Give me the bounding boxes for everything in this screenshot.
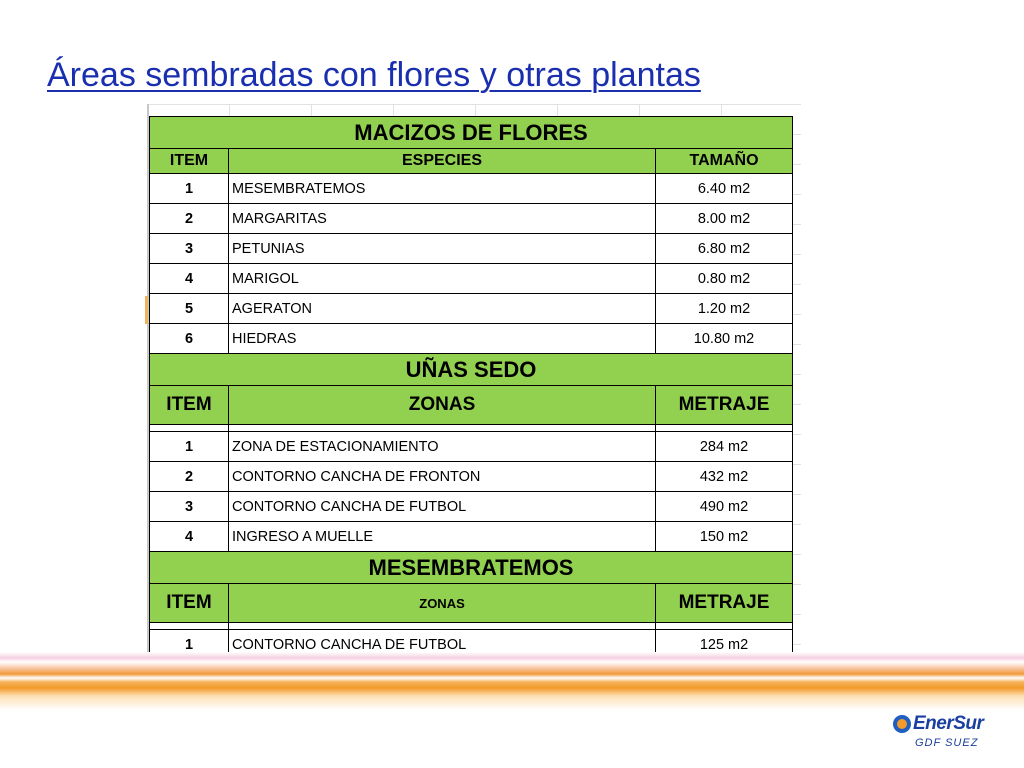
size-cell: 284 m2 — [656, 432, 793, 462]
section-title-unas: UÑAS SEDO — [150, 354, 793, 386]
item-cell: 4 — [150, 522, 229, 552]
item-cell: 3 — [150, 234, 229, 264]
size-cell: 432 m2 — [656, 462, 793, 492]
table-row — [150, 264, 793, 294]
item-cell: 2 — [150, 462, 229, 492]
table-row — [150, 324, 793, 354]
decorative-color-bands — [0, 652, 1024, 710]
section-title-row — [150, 354, 793, 386]
slide-title: Áreas sembradas con flores y otras plantas — [47, 56, 701, 94]
item-cell: 5 — [150, 294, 229, 324]
size-cell: 125 m2 — [656, 630, 793, 660]
header-row — [150, 584, 793, 623]
table-row — [150, 174, 793, 204]
table-row — [150, 204, 793, 234]
table-row — [150, 432, 793, 462]
header-especies: ESPECIES — [229, 149, 656, 174]
item-cell: 1 — [150, 432, 229, 462]
species-cell: MESEMBRATEMOS — [229, 174, 656, 204]
item-cell: 6 — [150, 324, 229, 354]
logo-name: EnerSur — [913, 713, 984, 734]
item-cell: 1 — [150, 630, 229, 660]
size-cell: 10.80 m2 — [656, 324, 793, 354]
size-cell: 8.00 m2 — [656, 204, 793, 234]
header-item: ITEM — [150, 584, 229, 623]
size-cell: 1.20 m2 — [656, 294, 793, 324]
item-cell: 4 — [150, 264, 229, 294]
header-row — [150, 386, 793, 425]
section-title-row — [150, 117, 793, 149]
species-cell: AGERATON — [229, 294, 656, 324]
table-row — [150, 234, 793, 264]
table-row — [150, 522, 793, 552]
enersur-logo — [893, 713, 997, 755]
zone-cell: INGRESO A MUELLE — [229, 522, 656, 552]
spacer-row — [150, 425, 793, 432]
species-cell: MARGARITAS — [229, 204, 656, 234]
zone-cell: CONTORNO CANCHA DE FUTBOL — [229, 630, 656, 660]
header-zonas: ZONAS — [229, 386, 656, 425]
size-cell: 490 m2 — [656, 492, 793, 522]
header-item: ITEM — [150, 386, 229, 425]
header-zonas: ZONAS — [229, 584, 656, 623]
item-cell: 3 — [150, 492, 229, 522]
species-cell: HIEDRAS — [229, 324, 656, 354]
item-cell: 1 — [150, 174, 229, 204]
row-selection-marker — [145, 296, 148, 324]
size-cell: 6.40 m2 — [656, 174, 793, 204]
species-cell: PETUNIAS — [229, 234, 656, 264]
header-item: ITEM — [150, 149, 229, 174]
logo-subtitle: GDF SUEZ — [915, 737, 979, 749]
section-title-row — [150, 552, 793, 584]
species-cell: MARIGOL — [229, 264, 656, 294]
plant-areas-table — [149, 116, 793, 660]
size-cell: 0.80 m2 — [656, 264, 793, 294]
header-row — [150, 149, 793, 174]
size-cell: 6.80 m2 — [656, 234, 793, 264]
item-cell: 2 — [150, 204, 229, 234]
zone-cell: CONTORNO CANCHA DE FUTBOL — [229, 492, 656, 522]
section-title-mesembratemos: MESEMBRATEMOS — [150, 552, 793, 584]
table-row — [150, 294, 793, 324]
zone-cell: ZONA DE ESTACIONAMIENTO — [229, 432, 656, 462]
header-metraje: METRAJE — [656, 584, 793, 623]
zone-cell: CONTORNO CANCHA DE FRONTON — [229, 462, 656, 492]
header-metraje: METRAJE — [656, 386, 793, 425]
spacer-row — [150, 623, 793, 630]
table-row — [150, 462, 793, 492]
size-cell: 150 m2 — [656, 522, 793, 552]
enersur-logo-icon — [893, 715, 911, 733]
header-tamano: TAMAÑO — [656, 149, 793, 174]
table-row — [150, 492, 793, 522]
section-title-macizos: MACIZOS DE FLORES — [150, 117, 793, 149]
